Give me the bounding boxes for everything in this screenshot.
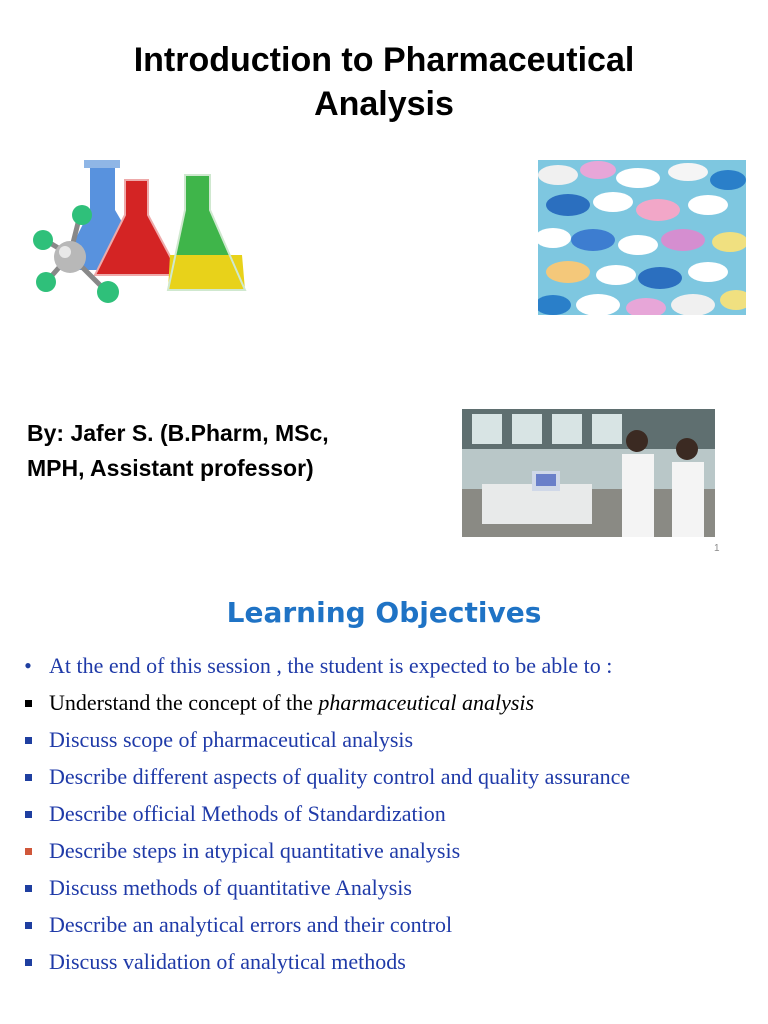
square-bullet-icon	[20, 944, 36, 980]
list-item	[0, 870, 768, 906]
list-item	[0, 907, 768, 943]
round-bullet-icon: •	[24, 653, 32, 678]
laboratory-photo	[462, 409, 715, 537]
list-item-text-italic: pharmaceutical analysis	[318, 690, 535, 715]
slide-title	[40, 38, 728, 126]
chemistry-flasks-image	[20, 160, 252, 315]
list-item-text: At the end of this session , the student is expected to be able to :	[49, 653, 613, 678]
pills-image	[538, 160, 746, 315]
learning-objectives-heading: Learning Objectives	[226, 596, 542, 629]
list-item-text	[49, 685, 534, 721]
title-line-1: Introduction to Pharmaceutical	[133, 41, 635, 79]
list-item-text: Discuss methods of quantitative Analysis	[49, 875, 412, 900]
list-item-text-plain: Understand the concept of the	[49, 690, 319, 715]
title-line-2: Analysis	[314, 85, 454, 123]
author-line-2: MPH, Assistant professor)	[27, 455, 314, 481]
list-item-text: Describe an analytical errors and their control	[49, 912, 453, 937]
square-bullet-icon	[20, 796, 36, 832]
square-bullet-icon	[20, 870, 36, 906]
list-item	[0, 685, 768, 721]
slide-number: 1	[714, 543, 720, 554]
list-item-text: Describe official Methods of Standardization	[49, 801, 446, 826]
list-item	[0, 944, 768, 980]
list-item	[0, 648, 768, 684]
list-item	[0, 722, 768, 758]
author-credit	[27, 416, 447, 486]
list-item-text: Describe different aspects of quality control and quality assurance	[49, 764, 631, 789]
square-bullet-icon	[20, 685, 36, 721]
list-item	[0, 796, 768, 832]
list-item-text: Discuss validation of analytical methods	[49, 949, 406, 974]
square-bullet-icon	[20, 907, 36, 943]
square-bullet-icon	[20, 833, 36, 869]
square-bullet-icon	[20, 759, 36, 795]
list-item-text: Discuss scope of pharmaceutical analysis	[49, 727, 414, 752]
list-item	[0, 833, 768, 869]
list-item	[0, 759, 768, 795]
author-line-1: By: Jafer S. (B.Pharm, MSc,	[27, 420, 329, 446]
list-item-text: Describe steps in atypical quantitative analysis	[49, 838, 461, 863]
square-bullet-icon	[20, 722, 36, 758]
